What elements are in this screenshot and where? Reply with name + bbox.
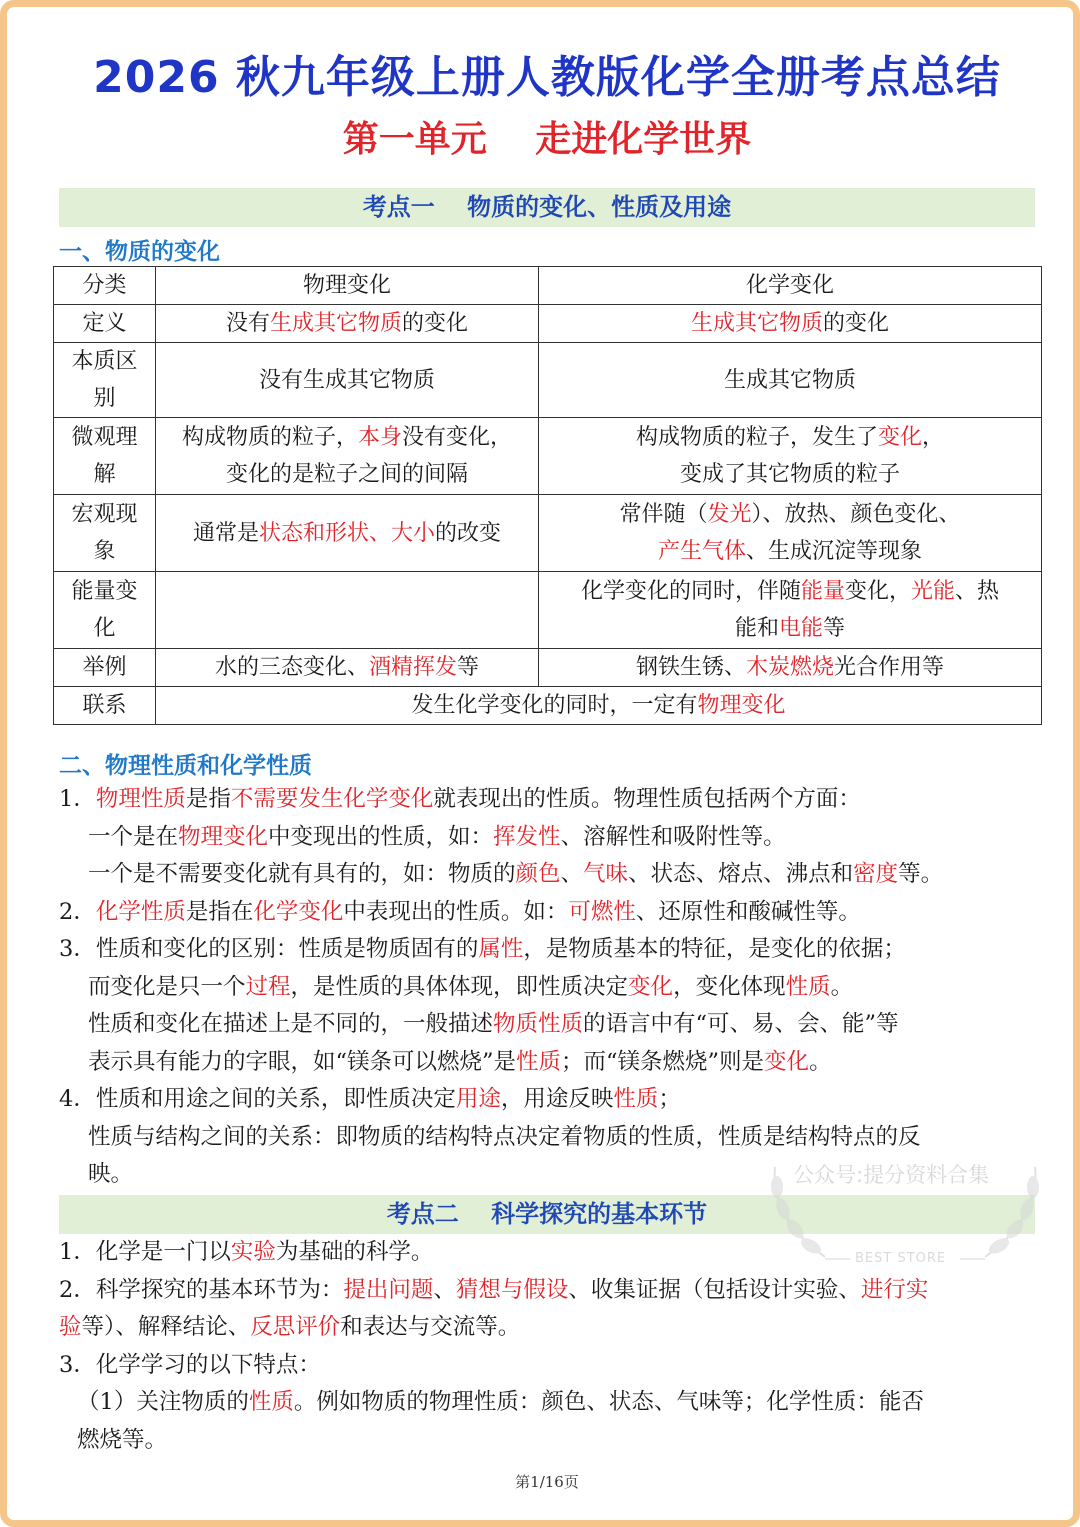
cell: 没有生成其它物质 [156, 343, 539, 418]
highlight-text: 发光 [707, 502, 752, 527]
paragraph-line [59, 1234, 1039, 1272]
table-row [54, 649, 1042, 687]
text: 2．科学探究的基本环节为： [59, 1276, 344, 1303]
text: 没有 [225, 311, 270, 336]
text: 中变现出的性质，如： [268, 823, 494, 850]
text: 化 [93, 616, 116, 641]
text: ，是物质基本的特征，是变化的依据； [523, 936, 906, 962]
paragraph-line [59, 819, 1039, 857]
header-cell: 物理变化 [156, 267, 539, 305]
highlight-text: 挥发性 [493, 823, 561, 850]
highlight-text: 进行实 [860, 1276, 929, 1303]
text: 没有变化， [402, 425, 513, 450]
highlight-text: 实验 [230, 1239, 276, 1265]
text: 变化， [844, 579, 911, 604]
paragraph-line [59, 931, 1039, 969]
highlight-text: 状态和形状、大小 [258, 520, 435, 546]
text: 光合作用等 [834, 655, 945, 680]
text: 表示具有能力的字眼，如“镁条可以燃烧”是 [88, 1048, 517, 1075]
page-number: 第1/16页 [515, 1473, 579, 1491]
kaodian-2-header: 考点二 科学探究的基本环节 [59, 1195, 1035, 1234]
cell [156, 495, 539, 572]
highlight-text: 不需要发生化学变化 [230, 786, 434, 812]
text: 等。 [898, 861, 944, 887]
highlight-text: 酒精挥发 [368, 655, 457, 680]
table-row [54, 343, 1042, 418]
paragraph-line [59, 969, 1039, 1007]
paragraph-line: 性质与结构之间的关系：即物质的结构特点决定着物质的性质，性质是结构特点的反 [88, 1123, 921, 1150]
highlight-text: 木炭燃烧 [745, 655, 834, 680]
cell [539, 649, 1042, 687]
text: 通常是 [192, 520, 259, 546]
text: 4．性质和用途之间的关系，即性质决定 [59, 1086, 456, 1112]
watermark-store: BEST STORE [855, 1251, 947, 1266]
text: 、还原性和酸碱性等。 [635, 898, 861, 925]
highlight-text: 性质 [785, 973, 831, 1000]
text: 等 [823, 616, 846, 641]
highlight-text: 本身 [357, 425, 402, 450]
text: 是指 [185, 786, 231, 812]
highlight-text: 物理变化 [178, 823, 269, 850]
text: 微观理 [71, 425, 138, 450]
highlight-text: 性质 [613, 1086, 659, 1112]
text: 的改变 [435, 520, 502, 546]
highlight-text: 生成其它物质 [269, 311, 402, 336]
paragraph-line [59, 1044, 1039, 1082]
highlight-text: 生成其它物质 [690, 311, 823, 336]
highlight-text: 气味 [583, 861, 629, 887]
text: 能和 [734, 616, 779, 641]
text: 是指在 [185, 898, 254, 925]
table-row [54, 418, 1042, 495]
paragraph-line: 燃烧等。 [77, 1426, 168, 1453]
cell [539, 572, 1042, 649]
text: 和表达与交流等。 [340, 1314, 521, 1340]
text: （1）关注物质的 [77, 1389, 249, 1415]
kaodian-1-header: 考点一 物质的变化、性质及用途 [59, 188, 1035, 227]
text: 、 [433, 1276, 456, 1303]
cell: 生成其它物质 [539, 343, 1042, 418]
highlight-text: 变化 [764, 1048, 810, 1075]
row-label: 定义 [54, 305, 156, 343]
text: 一个是不需要变化就有具有的，如：物质的 [88, 861, 516, 887]
paragraph-line [59, 856, 1039, 894]
text: 构成物质的粒子，发生了 [635, 425, 878, 450]
paragraph-line [59, 1309, 1039, 1347]
table-row [54, 267, 1042, 305]
paragraph-line [59, 1272, 1039, 1310]
text: 为基础的科学。 [275, 1239, 434, 1265]
text: 1． [59, 786, 96, 812]
table-row [54, 495, 1042, 572]
text: ，是性质的具体体现，即性质决定 [290, 973, 629, 1000]
text: 别 [93, 386, 116, 411]
text: 而变化是只一个 [88, 973, 246, 1000]
text: 等 [457, 655, 480, 680]
header-cell: 分类 [54, 267, 156, 305]
text: 、收集证据（包括设计实验、 [568, 1276, 861, 1303]
text: 性质和变化在描述上是不同的，一般描述 [88, 1011, 494, 1037]
text: 、热 [955, 579, 1000, 604]
cell [156, 305, 539, 343]
highlight-text: 密度 [853, 861, 899, 887]
text: 、状态、熔点、沸点和 [628, 861, 854, 887]
section-2-title: 二、物理性质和化学性质 [59, 753, 312, 779]
text: ）、放热、颜色变化、 [751, 502, 961, 527]
cell [539, 418, 1042, 495]
highlight-text: 验 [59, 1314, 82, 1340]
row-label: 联系 [54, 687, 156, 725]
text: 本质区 [71, 349, 138, 374]
text: 、溶解性和吸附性等。 [560, 823, 786, 850]
highlight-text: 化学性质 [95, 898, 186, 925]
text: 一个是在 [88, 823, 179, 850]
cell [539, 305, 1042, 343]
text: 的变化 [823, 311, 890, 336]
highlight-text: 电能 [778, 616, 823, 641]
text: 、生成沉淀等现象 [746, 539, 923, 564]
text: 的语言中有“可、易、会、能”等 [583, 1011, 899, 1037]
text: 、 [560, 861, 584, 887]
text: 等）、解释结论、 [81, 1314, 251, 1340]
watermark-text: 公众号:提分资料合集 [793, 1163, 990, 1187]
text: 。 [809, 1048, 832, 1075]
text: 解 [93, 462, 116, 487]
text: ，变化体现 [673, 973, 786, 1000]
cell [156, 418, 539, 495]
text: 能量变 [71, 579, 138, 604]
text: ， [922, 425, 945, 450]
text: ； [658, 1086, 681, 1112]
cell [539, 495, 1042, 572]
paragraph-line [59, 1384, 1039, 1422]
comparison-table [53, 266, 1042, 725]
row-label [54, 418, 156, 495]
text: 宏观现 [71, 502, 138, 527]
row-label [54, 343, 156, 418]
highlight-text: 可燃性 [568, 898, 636, 925]
highlight-text: 猜想与假设 [455, 1276, 569, 1303]
highlight-text: 性质 [248, 1389, 294, 1415]
highlight-text: 物质性质 [493, 1011, 584, 1037]
text: 变化的是粒子之间的间隔 [225, 462, 468, 487]
paragraph-line: 映。 [88, 1161, 134, 1187]
cell-empty [156, 572, 539, 649]
text: 的变化 [402, 311, 469, 336]
unit-title: 第一单元 走进化学世界 [342, 119, 752, 160]
paragraph-line [59, 1081, 1039, 1119]
text: 2． [59, 898, 96, 925]
highlight-text: 过程 [245, 973, 291, 1000]
section-2-body [59, 781, 1039, 1194]
highlight-text: 能量 [800, 579, 845, 604]
text: 3．性质和变化的区别：性质是物质固有的 [59, 936, 479, 962]
text: 常伴随（ [619, 502, 708, 527]
row-label [54, 572, 156, 649]
text: 象 [93, 539, 116, 564]
header-cell: 化学变化 [539, 267, 1042, 305]
paragraph-line [59, 894, 1039, 932]
text: 变成了其它物质的粒子 [679, 462, 900, 487]
highlight-text: 变化 [628, 973, 674, 1000]
text: 发生化学变化的同时，一定有 [411, 693, 698, 718]
cell [156, 649, 539, 687]
text: 1．化学是一门以 [59, 1239, 231, 1265]
highlight-text: 物理性质 [95, 786, 186, 812]
text: 水的三态变化、 [214, 655, 369, 680]
section-1-title: 一、物质的变化 [59, 239, 220, 265]
paragraph-line [59, 1006, 1039, 1044]
highlight-text: 颜色 [515, 861, 561, 887]
highlight-text: 用途 [455, 1086, 501, 1112]
cell [156, 687, 1042, 725]
highlight-text: 化学变化 [253, 898, 344, 925]
document-title: 2026 秋九年级上册人教版化学全册考点总结 [93, 52, 1001, 103]
highlight-text: 光能 [911, 579, 956, 604]
highlight-text: 变化 [877, 425, 922, 450]
text: 就表现出的性质。物理性质包括两个方面： [433, 786, 861, 812]
highlight-text: 反思评价 [250, 1314, 341, 1340]
highlight-text: 性质 [516, 1048, 562, 1075]
row-label: 举例 [54, 649, 156, 687]
highlight-text: 属性 [478, 936, 524, 962]
paragraph-line [59, 781, 1039, 819]
text: ；而“镁条燃烧”则是 [561, 1048, 765, 1075]
table-row [54, 687, 1042, 725]
paragraph-line: 3．化学学习的以下特点： [59, 1351, 321, 1378]
text: 钢铁生锈、 [635, 655, 746, 680]
text: 中表现出的性质。如： [343, 898, 569, 925]
text: 。 [830, 973, 854, 1000]
text: 。例如物质的物理性质：颜色、状态、气味等；化学性质：能否 [293, 1389, 924, 1415]
text: 化学变化的同时，伴随 [580, 579, 801, 604]
highlight-text: 物理变化 [697, 693, 786, 718]
row-label [54, 495, 156, 572]
table-row [54, 305, 1042, 343]
highlight-text: 产生气体 [657, 539, 746, 564]
text: 构成物质的粒子， [181, 425, 358, 450]
section-3-body [59, 1234, 1039, 1459]
table-row [54, 572, 1042, 649]
highlight-text: 提出问题 [343, 1276, 434, 1303]
text: ，用途反映 [500, 1086, 614, 1112]
